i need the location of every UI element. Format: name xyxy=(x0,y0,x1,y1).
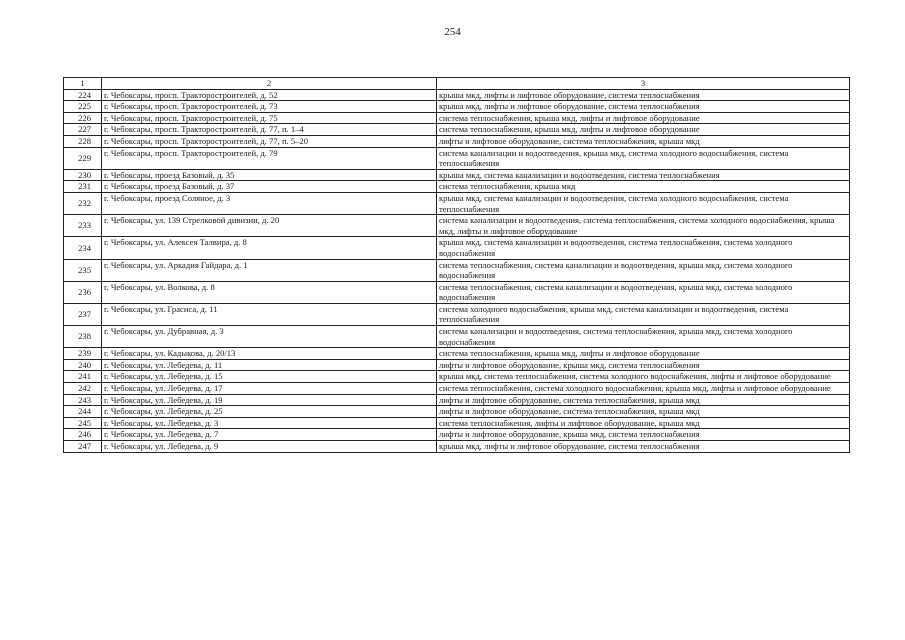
row-systems: система теплоснабжения, крыша мкд, лифты и лифтовое оборудование xyxy=(437,348,850,360)
row-number: 235 xyxy=(64,259,102,281)
row-number: 242 xyxy=(64,383,102,395)
table-row xyxy=(64,281,850,303)
row-address: г. Чебоксары, ул. Лебедева, д. 3 xyxy=(102,417,437,429)
row-address: г. Чебоксары, ул. Грасиса, д. 11 xyxy=(102,303,437,325)
table-row xyxy=(64,371,850,383)
row-number: 226 xyxy=(64,112,102,124)
row-systems: лифты и лифтовое оборудование, система теплоснабжения, крыша мкд xyxy=(437,406,850,418)
row-systems: система холодного водоснабжения, крыша мкд, система канализации и водоотведения, система теплоснабжения xyxy=(437,303,850,325)
table-row xyxy=(64,394,850,406)
row-address: г. Чебоксары, проезд Базовый, д. 37 xyxy=(102,181,437,193)
row-address: г. Чебоксары, ул. Лебедева, д. 19 xyxy=(102,394,437,406)
table-row xyxy=(64,215,850,237)
row-systems: крыша мкд, лифты и лифтовое оборудование, система теплоснабжения xyxy=(437,89,850,101)
row-systems: система теплоснабжения, система канализации и водоотведения, крыша мкд, система холодного водоснабжения xyxy=(437,259,850,281)
row-systems: система теплоснабжения, лифты и лифтовое оборудование, крыша мкд xyxy=(437,417,850,429)
table-header-row xyxy=(64,78,850,90)
row-systems: крыша мкд, система канализации и водоотведения, система теплоснабжения xyxy=(437,169,850,181)
table-row xyxy=(64,124,850,136)
row-systems: крыша мкд, система канализации и водоотведения, система холодного водоснабжения, система теплоснабжения xyxy=(437,192,850,214)
housing-systems-table xyxy=(63,77,850,453)
table-row xyxy=(64,147,850,169)
table-row xyxy=(64,417,850,429)
row-number: 246 xyxy=(64,429,102,441)
table-row xyxy=(64,237,850,259)
row-systems: крыша мкд, система канализации и водоотведения, система теплоснабжения, система холодного водоснабжения xyxy=(437,237,850,259)
row-address: г. Чебоксары, ул. Лебедева, д. 15 xyxy=(102,371,437,383)
table-row xyxy=(64,303,850,325)
row-number: 233 xyxy=(64,215,102,237)
row-number: 240 xyxy=(64,359,102,371)
row-address: г. Чебоксары, просп. Тракторостроителей, д. 52 xyxy=(102,89,437,101)
row-systems: система теплоснабжения, система холодного водоснабжения, крыша мкд, лифты и лифтовое оборудование xyxy=(437,383,850,395)
row-address: г. Чебоксары, проезд Соляное, д. 3 xyxy=(102,192,437,214)
row-number: 229 xyxy=(64,147,102,169)
row-number: 245 xyxy=(64,417,102,429)
row-systems: крыша мкд, лифты и лифтовое оборудование, система теплоснабжения xyxy=(437,101,850,113)
column-header-systems: 3 xyxy=(437,78,850,90)
row-systems: система теплоснабжения, система канализации и водоотведения, крыша мкд, система холодного водоснабжения xyxy=(437,281,850,303)
row-systems: система канализации и водоотведения, система теплоснабжения, крыша мкд, система холодного водоснабжения xyxy=(437,326,850,348)
table-row xyxy=(64,326,850,348)
row-systems: лифты и лифтовое оборудование, крыша мкд, система теплоснабжения xyxy=(437,359,850,371)
table-row xyxy=(64,135,850,147)
row-number: 227 xyxy=(64,124,102,136)
row-number: 225 xyxy=(64,101,102,113)
row-number: 228 xyxy=(64,135,102,147)
row-systems: лифты и лифтовое оборудование, система теплоснабжения, крыша мкд xyxy=(437,135,850,147)
row-systems: лифты и лифтовое оборудование, система теплоснабжения, крыша мкд xyxy=(437,394,850,406)
row-number: 239 xyxy=(64,348,102,360)
table-row xyxy=(64,112,850,124)
row-number: 230 xyxy=(64,169,102,181)
row-number: 237 xyxy=(64,303,102,325)
row-address: г. Чебоксары, ул. Алексея Талвира, д. 8 xyxy=(102,237,437,259)
row-address: г. Чебоксары, ул. Лебедева, д. 9 xyxy=(102,441,437,453)
column-header-number: 1 xyxy=(64,78,102,90)
row-systems: система канализации и водоотведения, крыша мкд, система холодного водоснабжения, система теплоснабжения xyxy=(437,147,850,169)
column-header-address: 2 xyxy=(102,78,437,90)
table-row xyxy=(64,429,850,441)
row-address: г. Чебоксары, ул. Дубравная, д. 3 xyxy=(102,326,437,348)
row-address: г. Чебоксары, ул. 139 Стрелковой дивизии, д. 20 xyxy=(102,215,437,237)
table-row xyxy=(64,406,850,418)
row-number: 232 xyxy=(64,192,102,214)
row-address: г. Чебоксары, просп. Тракторостроителей, д. 75 xyxy=(102,112,437,124)
row-address: г. Чебоксары, просп. Тракторостроителей, д. 77, п. 5–20 xyxy=(102,135,437,147)
row-systems: система теплоснабжения, крыша мкд xyxy=(437,181,850,193)
table-row xyxy=(64,192,850,214)
row-number: 238 xyxy=(64,326,102,348)
row-address: г. Чебоксары, ул. Лебедева, д. 7 xyxy=(102,429,437,441)
row-systems: крыша мкд, система теплоснабжения, система холодного водоснабжения, лифты и лифтовое оборудование xyxy=(437,371,850,383)
table-row xyxy=(64,181,850,193)
table-row xyxy=(64,348,850,360)
table-row xyxy=(64,89,850,101)
row-number: 243 xyxy=(64,394,102,406)
row-address: г. Чебоксары, ул. Лебедева, д. 11 xyxy=(102,359,437,371)
row-systems: система теплоснабжения, крыша мкд, лифты и лифтовое оборудование xyxy=(437,124,850,136)
table-row xyxy=(64,259,850,281)
table-row xyxy=(64,383,850,395)
row-address: г. Чебоксары, ул. Лебедева, д. 17 xyxy=(102,383,437,395)
row-address: г. Чебоксары, просп. Тракторостроителей, д. 79 xyxy=(102,147,437,169)
row-systems: крыша мкд, лифты и лифтовое оборудование, система теплоснабжения xyxy=(437,441,850,453)
row-address: г. Чебоксары, ул. Кадыкова, д. 20/13 xyxy=(102,348,437,360)
row-number: 231 xyxy=(64,181,102,193)
row-systems: лифты и лифтовое оборудование, крыша мкд, система теплоснабжения xyxy=(437,429,850,441)
table-row xyxy=(64,359,850,371)
row-number: 224 xyxy=(64,89,102,101)
page-number: 254 xyxy=(444,26,461,38)
row-address: г. Чебоксары, ул. Волкова, д. 8 xyxy=(102,281,437,303)
row-number: 236 xyxy=(64,281,102,303)
table-row xyxy=(64,101,850,113)
row-systems: система теплоснабжения, крыша мкд, лифты и лифтовое оборудование xyxy=(437,112,850,124)
row-address: г. Чебоксары, проезд Базовый, д. 35 xyxy=(102,169,437,181)
row-address: г. Чебоксары, просп. Тракторостроителей, д. 73 xyxy=(102,101,437,113)
row-address: г. Чебоксары, ул. Лебедева, д. 25 xyxy=(102,406,437,418)
row-number: 247 xyxy=(64,441,102,453)
row-number: 241 xyxy=(64,371,102,383)
row-address: г. Чебоксары, ул. Аркадия Гайдара, д. 1 xyxy=(102,259,437,281)
table-row xyxy=(64,169,850,181)
row-systems: система канализации и водоотведения, система теплоснабжения, система холодного водоснабжения, крыша мкд, лифты и лифтовое оборудование xyxy=(437,215,850,237)
row-number: 234 xyxy=(64,237,102,259)
row-number: 244 xyxy=(64,406,102,418)
row-address: г. Чебоксары, просп. Тракторостроителей, д. 77, п. 1–4 xyxy=(102,124,437,136)
table-row xyxy=(64,441,850,453)
